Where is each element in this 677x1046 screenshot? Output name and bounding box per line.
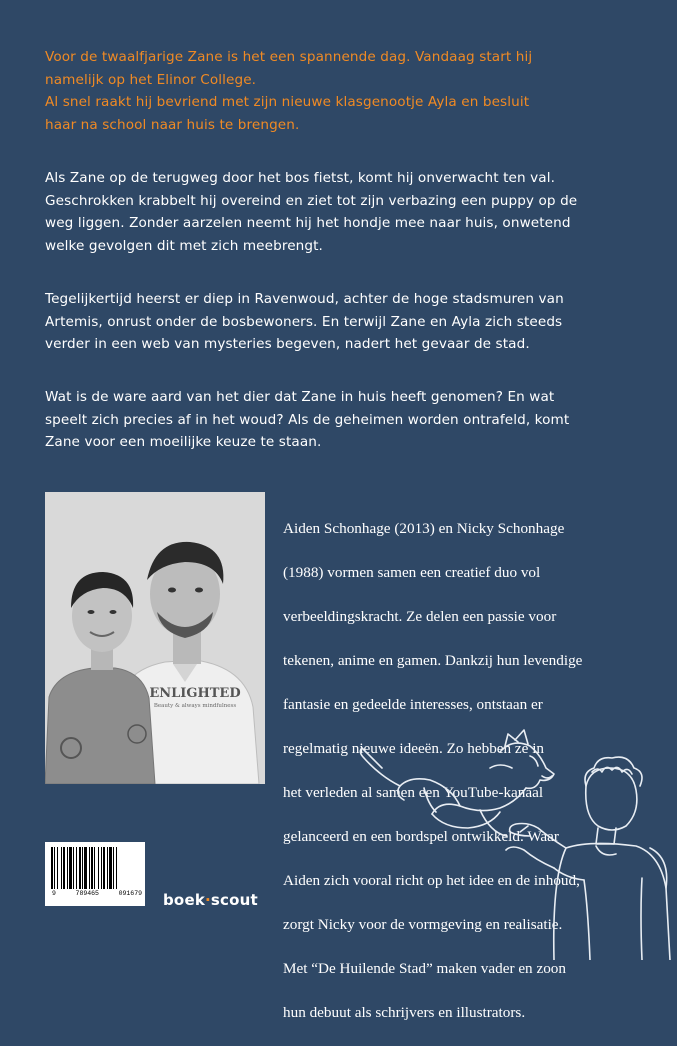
blurb-line: Al snel raakt hij bevriend met zijn nieuwe klasgenootje Ayla en besluit (45, 94, 530, 110)
blurb-line: Zane voor een moeilijke keuze te staan. (45, 434, 322, 450)
blurb-line: Wat is de ware aard van het dier dat Zane in huis heeft genomen? En wat (45, 389, 555, 405)
blurb-line: weg liggen. Zonder aarzelen neemt hij het hondje mee naar huis, onwetend (45, 215, 571, 231)
bio-line: Met “De Huilende Stad” maken vader en zoon (283, 960, 566, 977)
isbn-digit-group: 9 (52, 890, 56, 897)
isbn-digit-group: 091679 (118, 890, 142, 897)
barcode-bar (63, 847, 65, 889)
barcode-bar (98, 847, 99, 889)
shirt-print-subtext: Beauty & always mindfulness (153, 703, 237, 709)
barcode-bar (79, 847, 81, 889)
barcode-bar (57, 847, 58, 889)
bio-line: zorgt Nicky voor de vormgeving en realisatie. (283, 916, 563, 933)
blurb-line: Artemis, onrust onder de bosbewoners. En terwijl Zane en Ayla zich steeds (45, 313, 563, 330)
author-photo-illustration (45, 492, 265, 784)
barcode-bar (109, 847, 112, 889)
blurb-line: Geschrokken krabbelt hij overeind en ziet tot zijn verbazing een puppy op de (45, 192, 578, 209)
barcode-bar (89, 847, 90, 889)
publisher-logo-part1: boek (163, 891, 205, 909)
blurb-line: Tegelijkertijd heerst er diep in Ravenwoud, achter de hoge stadsmuren van (45, 291, 564, 307)
barcode-bar (116, 847, 117, 889)
bio-line: Aiden zich vooral richt op het idee en de inhoud, (283, 872, 580, 889)
barcode-bar (54, 847, 55, 889)
barcode-bar (84, 847, 87, 889)
barcode-bar (51, 847, 53, 889)
blurb-line: haar na school naar huis te brengen. (45, 116, 300, 133)
bio-line: verbeeldingskracht. Ze delen een passie voor (283, 608, 557, 625)
barcode-bar (91, 847, 93, 889)
blurb-line: namelijk op het Elinor College. (45, 71, 257, 88)
bio-line: hun debuut als schrijvers en illustrators. (283, 1004, 526, 1021)
bio-line: (1988) vormen samen een creatief duo vol (283, 564, 541, 581)
barcode-bar (76, 847, 77, 889)
barcode-bar (107, 847, 108, 889)
blurb-paragraph-4 (45, 386, 645, 454)
bio-line: regelmatig nieuwe ideeën. Zo hebben ze in (283, 740, 545, 757)
barcode-bar (73, 847, 74, 889)
blurb-line: Als Zane op de terugweg door het bos fietst, komt hij onverwacht ten val. (45, 170, 556, 186)
bio-line: gelanceerd en een bordspel ontwikkeld. Waar (283, 828, 559, 845)
blurb-line: verder in een web van mysteries begeven, nadert het gevaar de stad. (45, 336, 530, 352)
blurb-line: speelt zich precies af in het woud? Als de geheimen worden ontrafeld, komt (45, 411, 570, 428)
bio-line: tekenen, anime en gamen. Dankzij hun levendige (283, 652, 583, 669)
author-photo (45, 492, 265, 784)
publisher-logo (163, 891, 258, 909)
barcode-bar (61, 847, 62, 889)
barcode-bar (69, 847, 72, 889)
barcode-bar (101, 847, 102, 889)
boy-lifting-dog-illustration (340, 728, 677, 960)
publisher-logo-part2: scout (210, 891, 258, 909)
shirt-print-text: ENLIGHTED (149, 686, 241, 701)
publisher-logo-dot: · (205, 891, 211, 909)
bio-line: het verleden al samen een YouTube-kanaal (283, 784, 544, 801)
bio-line: fantasie en gedeelde interesses, ontstaan er (283, 696, 543, 713)
barcode-bar (94, 847, 95, 889)
barcode-bar (113, 847, 114, 889)
blurb-intro (45, 46, 645, 136)
blurb-paragraph-2 (45, 167, 645, 257)
barcode-bar (103, 847, 105, 889)
blurb-paragraph-3 (45, 288, 645, 356)
isbn-digit-group: 789465 (75, 890, 99, 897)
barcode-bar (67, 847, 68, 889)
barcode-bar (82, 847, 83, 889)
blurb-line: welke gevolgen dit met zich meebrengt. (45, 237, 323, 254)
isbn-digits (52, 890, 142, 897)
blurb-line: Voor de twaalfjarige Zane is het een spannende dag. Vandaag start hij (45, 49, 533, 65)
bio-line: Aiden Schonhage (2013) en Nicky Schonhage (283, 520, 565, 537)
